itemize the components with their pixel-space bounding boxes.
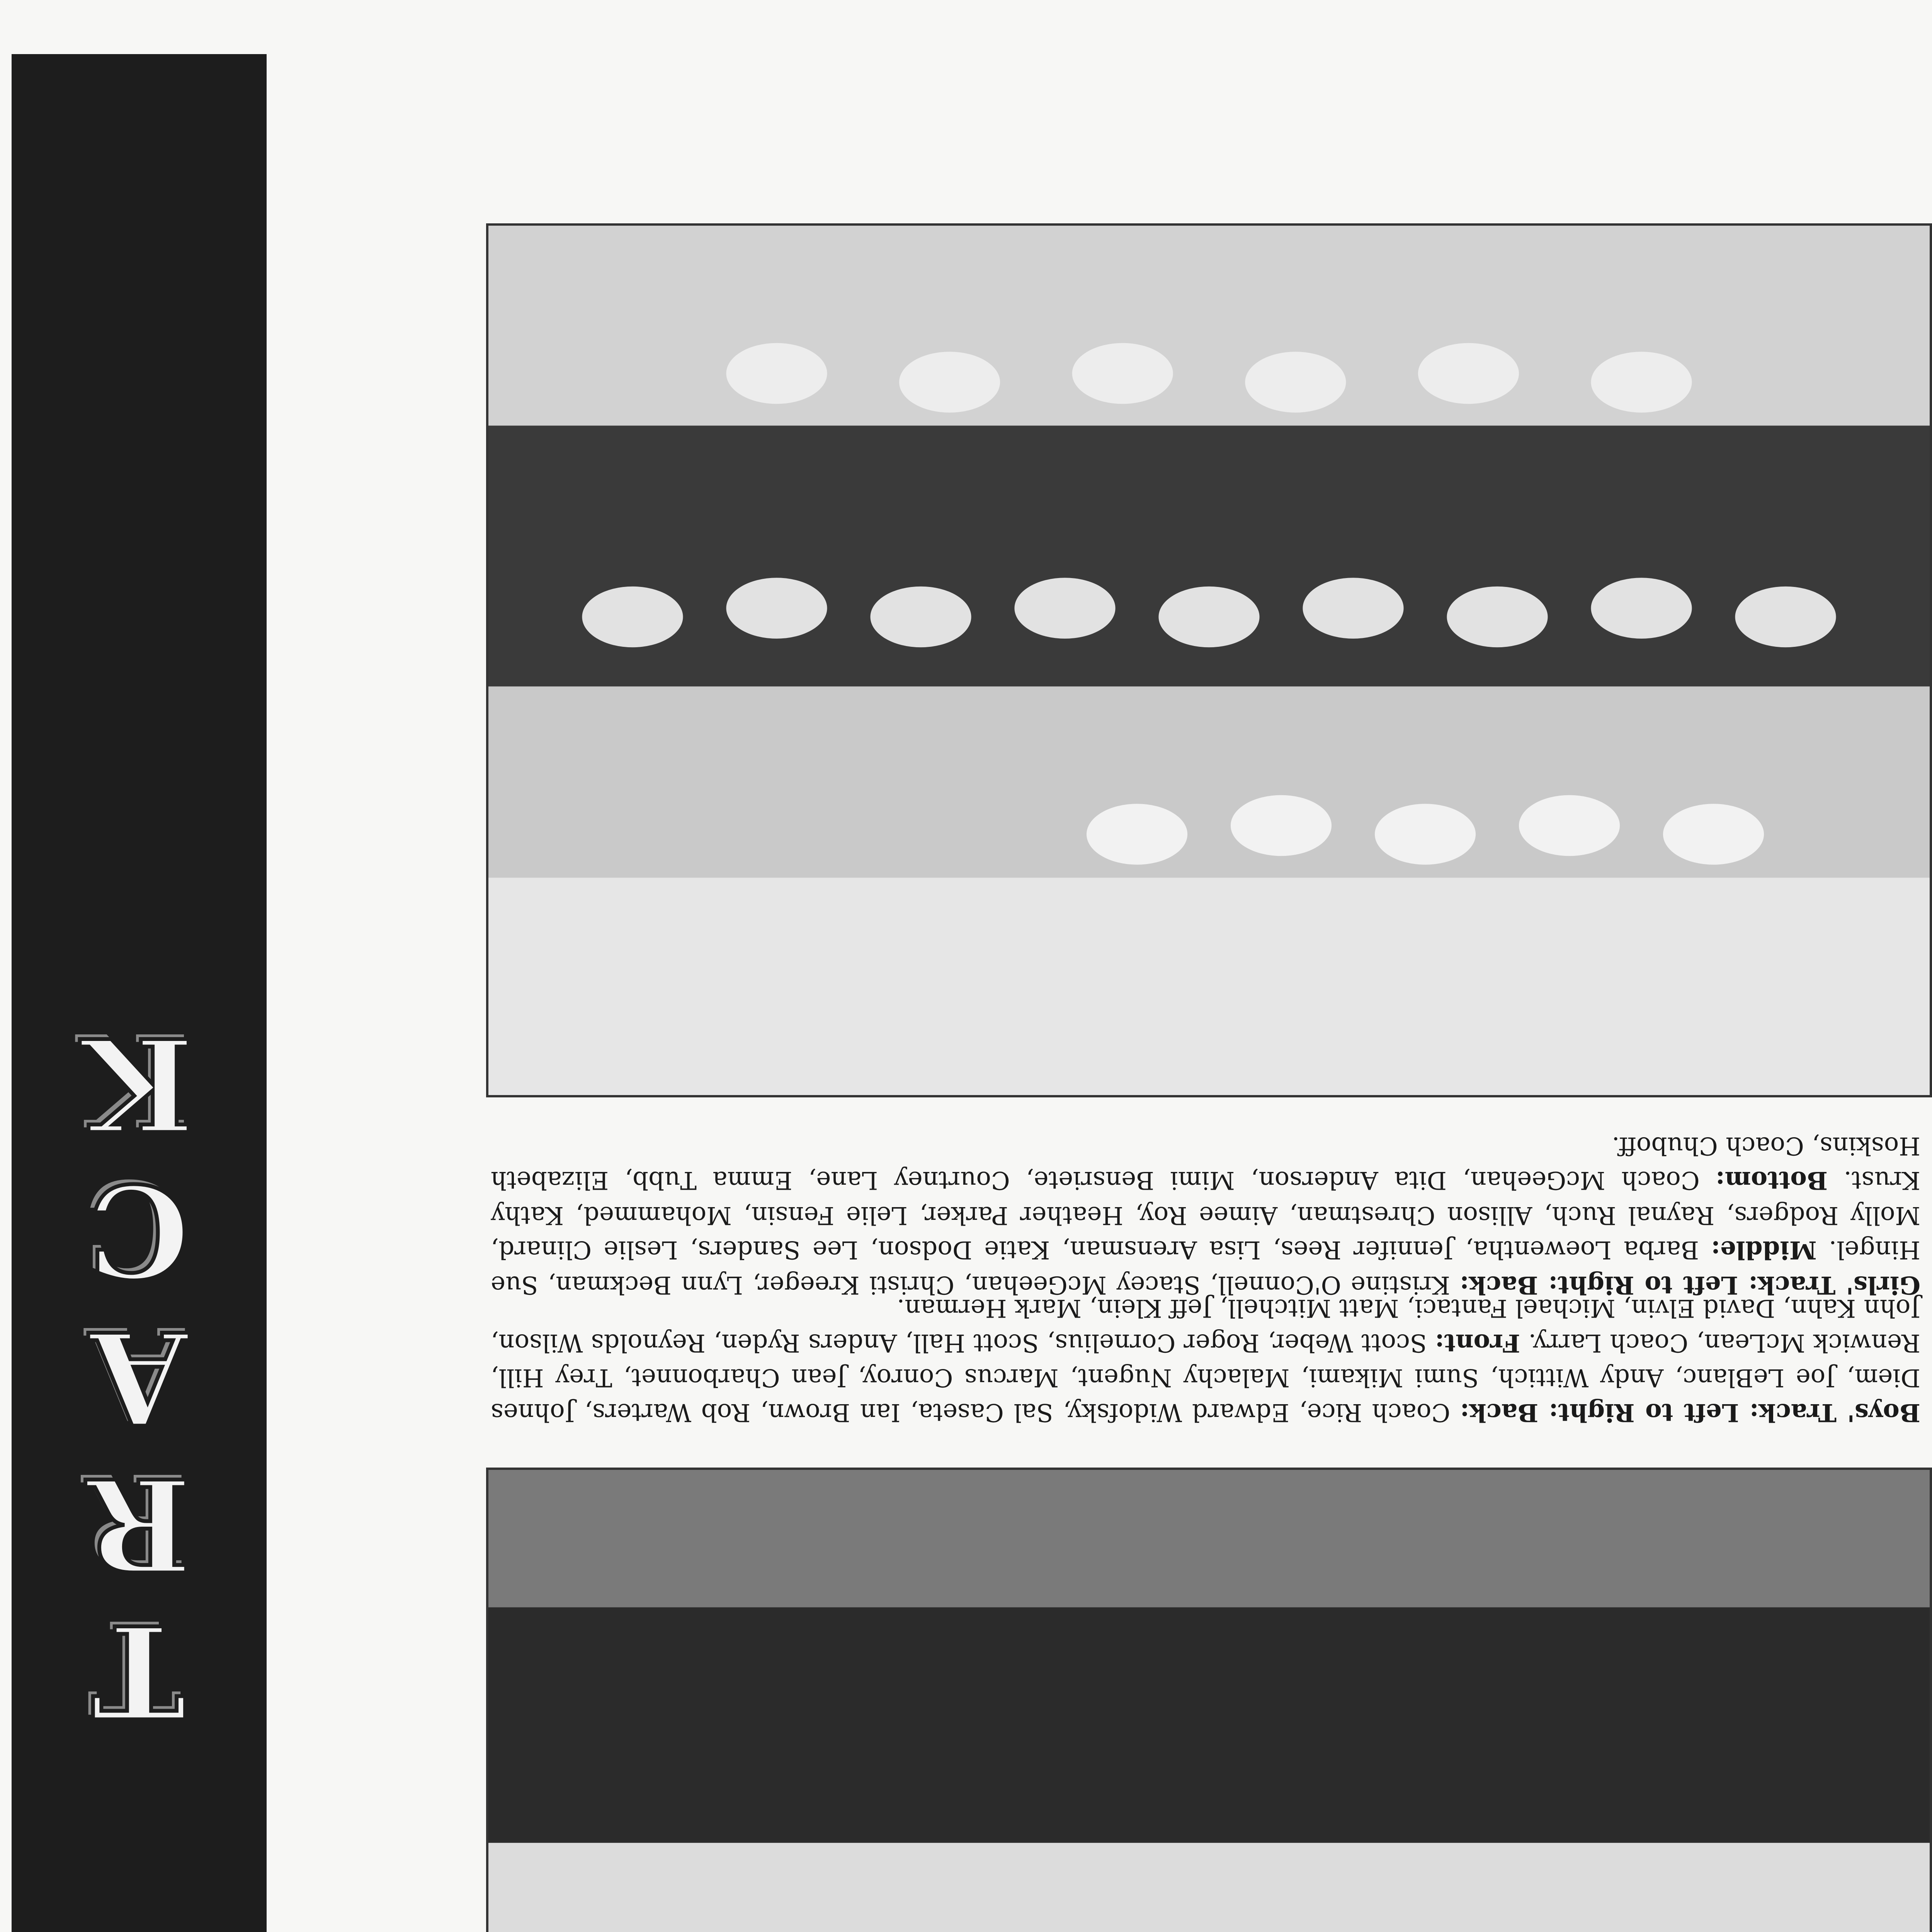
caption-front-label: Front: [1435, 1328, 1520, 1357]
title-letter: R [86, 1449, 192, 1599]
title-letter: K [83, 1009, 195, 1159]
caption-heading: Boys' Track: Left to Right: Back: [1460, 1398, 1920, 1427]
caption-bottom-row: Coach McGeehan, Dita Anderson, Mimi Bensriete, Courtney Lane, Emma Tubb, Elizabeth Hoskins, Coach Chuboff. [490, 1131, 1920, 1195]
title-letter: T [92, 1596, 187, 1746]
title-letter: C [88, 1156, 190, 1306]
page-content [270, 0, 1932, 1932]
boys-track-caption [491, 1291, 1920, 1430]
section-title [12, 54, 267, 1932]
caption-bottom-label: Bottom: [1716, 1166, 1828, 1195]
girls-track-caption [491, 1128, 1920, 1302]
caption-front-row: Scott Weber, Roger Cornelius, Scott Hall, Anders Ryden, Reynolds Wilson, John Kahn, David Elvin, Michael Fantaci, Matt Mitchell, Jeff Klein, Mark Herman. [490, 1294, 1920, 1357]
caption-back-row: Coach Rice, Edward Widofsky, Sal Caseta, Ian Brown, Rob Warters, Johnes Diem, Joe LeBlanc, Andy Wittich, Sumi Mikami, Malachy Nugent, Marcus Conroy, Jean Charbonnet, Trey Hill, Renwick McLean, Coach Larry. [490, 1328, 1920, 1427]
caption-back-row: Kristine O'Connell, Stacey McGeehan, Christi Kreeger, Lynn Beckman, Sue Hingel. [490, 1235, 1920, 1299]
caption-middle-row: Barba Loewentha, Jennifer Rees, Lisa Arensman, Katie Dodson, Lee Sanders, Leslie Clinard, Molly Rodgers, Raynal Ruch, Allison Chrestman, Aimee Roy, Heather Parker, Lelie Fensin, Mohammed, Kathy Krust. [490, 1166, 1920, 1264]
boys-track-team-photo [486, 1468, 1932, 1932]
title-letter: A [89, 1303, 189, 1452]
caption-middle-label: Middle: [1711, 1235, 1817, 1265]
sidebar-title-bar [12, 54, 267, 1932]
girls-track-team-photo [486, 223, 1932, 1097]
caption-heading: Girls' Track: Left to Right: Back: [1460, 1270, 1920, 1299]
